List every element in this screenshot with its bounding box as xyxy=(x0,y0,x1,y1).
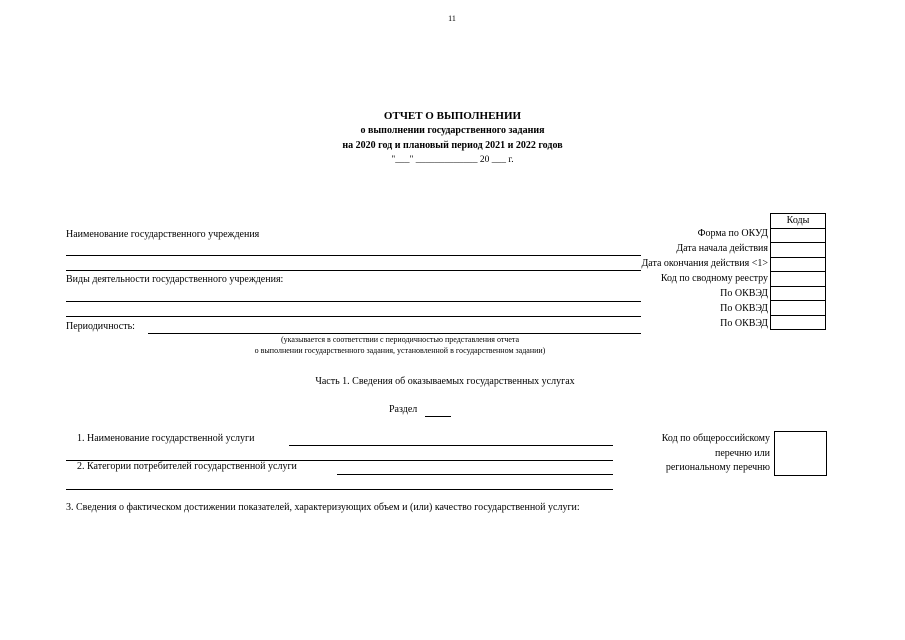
service-name-line[interactable] xyxy=(289,445,613,446)
code-label-end-date: Дата окончания действия <1> xyxy=(641,258,768,269)
report-date-line: "___" _____________ 20 ___ г. xyxy=(391,155,514,165)
codes-table xyxy=(770,213,826,330)
periodicity-note-2: о выполнении государственного задания, установленной в государственном задании) xyxy=(254,346,546,355)
activity-types-label: Виды деятельности государственного учреждения: xyxy=(66,274,284,285)
periodicity-note-1: (указывается в соответствии с периодичностью представления отчета xyxy=(280,335,520,344)
consumer-categories-line[interactable] xyxy=(337,474,613,475)
report-title: ОТЧЕТ О ВЫПОЛНЕНИИ xyxy=(383,110,522,122)
code-cell-start-date[interactable] xyxy=(771,243,826,258)
report-subtitle-1: о выполнении государственного задания xyxy=(360,125,545,136)
activity-types-line-2[interactable] xyxy=(66,316,641,317)
code-label-okud: Форма по ОКУД xyxy=(697,228,768,239)
activity-types-line-1[interactable] xyxy=(66,301,641,302)
section-number-line[interactable] xyxy=(425,416,451,417)
registry-code-label-3: региональному перечню xyxy=(665,462,770,473)
code-label-okved-2: По ОКВЭД xyxy=(720,303,768,314)
service-name-label: 1. Наименование государственной услуги xyxy=(77,433,255,444)
institution-name-label: Наименование государственного учреждения xyxy=(66,229,260,240)
page-number: 11 xyxy=(448,14,456,23)
code-cell-registry[interactable] xyxy=(771,272,826,287)
registry-code-box[interactable] xyxy=(774,431,827,476)
institution-name-line-2[interactable] xyxy=(66,270,641,271)
institution-name-line[interactable] xyxy=(66,255,641,256)
consumer-categories-line-2[interactable] xyxy=(66,489,613,490)
code-cell-okud[interactable] xyxy=(771,228,826,243)
periodicity-line[interactable] xyxy=(148,333,641,334)
code-label-okved-3: По ОКВЭД xyxy=(720,318,768,329)
section-label: Раздел xyxy=(389,404,418,415)
code-label-registry: Код по сводному реестру xyxy=(660,273,768,284)
part1-title: Часть 1. Сведения об оказываемых государственных услугах xyxy=(315,376,575,387)
consumer-categories-label: 2. Категории потребителей государственной услуги xyxy=(77,461,297,472)
code-label-okved-1: По ОКВЭД xyxy=(720,288,768,299)
indicators-label: 3. Сведения о фактическом достижении показателей, характеризующих объем и (или) качество государственной услуги: xyxy=(66,502,580,513)
periodicity-label: Периодичность: xyxy=(66,321,135,332)
registry-code-label-2: перечню или xyxy=(714,448,770,459)
code-cell-okved-3[interactable] xyxy=(771,315,826,330)
report-subtitle-2: на 2020 год и плановый период 2021 и 2022 годов xyxy=(342,140,563,151)
codes-header: Коды xyxy=(771,214,826,229)
code-label-start-date: Дата начала действия xyxy=(676,243,768,254)
code-cell-end-date[interactable] xyxy=(771,257,826,272)
registry-code-label-1: Код по общероссийскому xyxy=(661,433,770,444)
code-cell-okved-2[interactable] xyxy=(771,301,826,316)
code-cell-okved-1[interactable] xyxy=(771,286,826,301)
